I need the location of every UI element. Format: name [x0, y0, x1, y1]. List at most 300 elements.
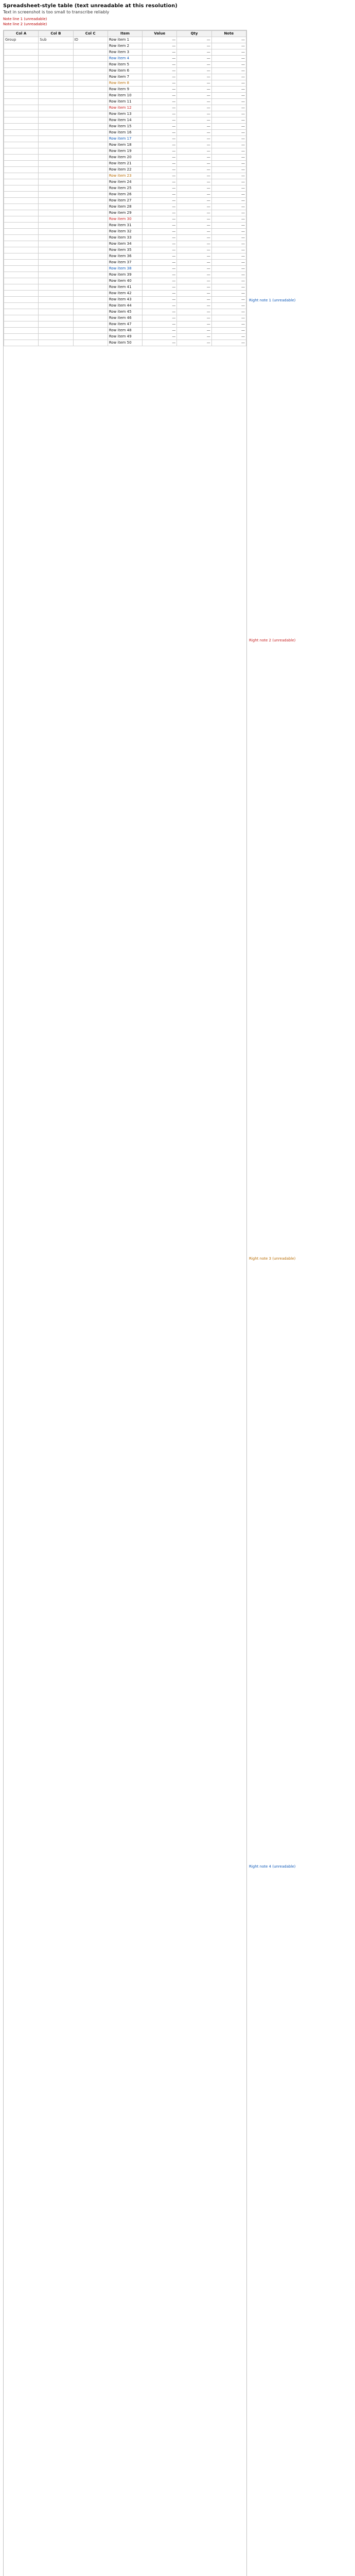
- table-row: [4, 223, 246, 229]
- table-row: [4, 247, 246, 253]
- table-cell: Row item 21: [108, 161, 142, 167]
- table-cell: —: [177, 284, 211, 291]
- table-cell: [39, 235, 73, 241]
- table-cell: Row item 50: [108, 340, 142, 346]
- table-cell: [4, 161, 39, 167]
- table-cell: —: [177, 179, 211, 185]
- table-cell: —: [177, 124, 211, 130]
- table-cell: Row item 42: [108, 291, 142, 297]
- table-cell: [73, 204, 108, 210]
- table-cell: —: [177, 148, 211, 155]
- table-cell: Row item 49: [108, 334, 142, 340]
- table-cell: —: [177, 223, 211, 229]
- table-cell: —: [177, 328, 211, 334]
- table-cell: Row item 36: [108, 253, 142, 260]
- table-cell: —: [143, 253, 177, 260]
- table-cell: —: [211, 173, 246, 179]
- table-cell: [73, 105, 108, 111]
- table-cell: —: [211, 99, 246, 105]
- table-cell: —: [143, 43, 177, 49]
- table-cell: Row item 20: [108, 155, 142, 161]
- table-cell: [73, 130, 108, 136]
- table-cell: Row item 16: [108, 130, 142, 136]
- table-cell: [39, 229, 73, 235]
- table-cell: [73, 235, 108, 241]
- table-cell: —: [211, 130, 246, 136]
- table-cell: —: [211, 192, 246, 198]
- table-cell: —: [143, 297, 177, 303]
- table-row: [4, 297, 246, 303]
- table-cell: [4, 192, 39, 198]
- column-header: Col A: [4, 31, 39, 37]
- table-cell: —: [143, 80, 177, 87]
- table-cell: Row item 24: [108, 179, 142, 185]
- table-cell: —: [143, 340, 177, 346]
- table-cell: Row item 2: [108, 43, 142, 49]
- right-note: Right note 1 (unreadable): [249, 298, 296, 302]
- table-cell: [73, 124, 108, 130]
- table-row: [4, 235, 246, 241]
- table-cell: [39, 111, 73, 117]
- table-cell: [39, 247, 73, 253]
- table-cell: —: [211, 334, 246, 340]
- table-cell: [39, 260, 73, 266]
- table-cell: [73, 99, 108, 105]
- table-row: [4, 49, 246, 56]
- table-cell: [73, 278, 108, 284]
- table-cell: —: [177, 167, 211, 173]
- right-note: Right note 2 (unreadable): [249, 638, 296, 642]
- table-cell: [4, 130, 39, 136]
- table-cell: —: [143, 37, 177, 43]
- table-cell: —: [211, 204, 246, 210]
- table-cell: [73, 340, 108, 346]
- table-cell: —: [211, 117, 246, 124]
- table-cell: —: [177, 315, 211, 321]
- table-cell: Row item 35: [108, 247, 142, 253]
- table-cell: [73, 80, 108, 87]
- table-cell: [73, 291, 108, 297]
- table-cell: [4, 117, 39, 124]
- table-cell: Row item 34: [108, 241, 142, 247]
- table-cell: [4, 278, 39, 284]
- table-cell: —: [177, 247, 211, 253]
- table-cell: —: [143, 229, 177, 235]
- table-cell: —: [143, 247, 177, 253]
- table-cell: —: [143, 260, 177, 266]
- table-cell: [4, 340, 39, 346]
- table-cell: —: [177, 297, 211, 303]
- table-cell: Row item 22: [108, 167, 142, 173]
- table-cell: —: [143, 49, 177, 56]
- table-row: [4, 155, 246, 161]
- table-cell: [39, 266, 73, 272]
- table-cell: [39, 297, 73, 303]
- table-row: [4, 111, 246, 117]
- table-cell: [39, 321, 73, 328]
- table-cell: [39, 278, 73, 284]
- table-cell: [73, 49, 108, 56]
- table-cell: —: [177, 192, 211, 198]
- table-cell: —: [211, 291, 246, 297]
- table-cell: —: [143, 303, 177, 309]
- right-note: Right note 4 (unreadable): [249, 1865, 296, 1869]
- table-row: [4, 117, 246, 124]
- table-cell: Row item 15: [108, 124, 142, 130]
- table-row: [4, 142, 246, 148]
- table-cell: —: [143, 56, 177, 62]
- table-cell: —: [177, 303, 211, 309]
- table-cell: —: [211, 124, 246, 130]
- table-cell: [4, 62, 39, 68]
- table-row: [4, 303, 246, 309]
- table-cell: [4, 284, 39, 291]
- table-cell: Row item 1: [108, 37, 142, 43]
- table-cell: [73, 74, 108, 80]
- table-cell: —: [143, 179, 177, 185]
- table-cell: [4, 253, 39, 260]
- table-cell: —: [177, 117, 211, 124]
- table-cell: [73, 167, 108, 173]
- table-cell: [73, 87, 108, 93]
- table-cell: —: [211, 309, 246, 315]
- table-cell: [4, 241, 39, 247]
- table-cell: [39, 99, 73, 105]
- table-cell: [4, 167, 39, 173]
- table-cell: [73, 179, 108, 185]
- table-cell: —: [177, 321, 211, 328]
- table-cell: —: [143, 105, 177, 111]
- table-cell: [4, 235, 39, 241]
- table-row: [4, 167, 246, 173]
- table-cell: —: [177, 185, 211, 192]
- table-row: [4, 62, 246, 68]
- table-cell: —: [177, 99, 211, 105]
- table-cell: Row item 43: [108, 297, 142, 303]
- table-row: [4, 229, 246, 235]
- table-cell: [39, 68, 73, 74]
- table-cell: —: [143, 124, 177, 130]
- table-cell: —: [177, 80, 211, 87]
- table-cell: —: [177, 87, 211, 93]
- table-cell: [4, 321, 39, 328]
- table-row: [4, 161, 246, 167]
- table-cell: [39, 148, 73, 155]
- table-cell: —: [211, 87, 246, 93]
- table-cell: —: [143, 192, 177, 198]
- table-cell: —: [143, 210, 177, 216]
- table-cell: —: [177, 278, 211, 284]
- table-cell: —: [143, 142, 177, 148]
- table-row: [4, 321, 246, 328]
- table-cell: [39, 315, 73, 321]
- table-cell: [4, 315, 39, 321]
- table-body: [4, 37, 246, 346]
- table-cell: [39, 334, 73, 340]
- table-cell: [4, 210, 39, 216]
- table-cell: [39, 74, 73, 80]
- table-cell: —: [143, 99, 177, 105]
- table-cell: [39, 198, 73, 204]
- table-cell: [4, 247, 39, 253]
- table-cell: [4, 173, 39, 179]
- main-table: [4, 30, 246, 346]
- table-cell: Row item 33: [108, 235, 142, 241]
- table-cell: [73, 117, 108, 124]
- table-cell: —: [211, 229, 246, 235]
- table-cell: [73, 142, 108, 148]
- table-cell: Row item 44: [108, 303, 142, 309]
- table-cell: [4, 223, 39, 229]
- table-cell: —: [177, 235, 211, 241]
- table-cell: —: [177, 142, 211, 148]
- table-cell: Row item 12: [108, 105, 142, 111]
- table-cell: [73, 297, 108, 303]
- table-cell: [4, 99, 39, 105]
- table-row: [4, 56, 246, 62]
- table-cell: [39, 309, 73, 315]
- table-cell: —: [211, 272, 246, 278]
- table-cell: [4, 68, 39, 74]
- table-cell: Row item 18: [108, 142, 142, 148]
- table-cell: Row item 46: [108, 315, 142, 321]
- table-row: [4, 136, 246, 142]
- table-row: [4, 241, 246, 247]
- table-cell: [4, 266, 39, 272]
- table-cell: [73, 321, 108, 328]
- table-cell: —: [211, 266, 246, 272]
- table-cell: [39, 328, 73, 334]
- table-cell: —: [177, 62, 211, 68]
- table-cell: —: [211, 210, 246, 216]
- table-cell: [4, 334, 39, 340]
- table-cell: Row item 30: [108, 216, 142, 223]
- table-header: [4, 31, 246, 37]
- table-row: [4, 204, 246, 210]
- table-cell: —: [211, 80, 246, 87]
- table-row: [4, 210, 246, 216]
- table-cell: [4, 297, 39, 303]
- document-subtitle: Text in screenshot is too small to transcribe reliably: [3, 10, 110, 14]
- table-cell: [73, 192, 108, 198]
- table-cell: —: [143, 223, 177, 229]
- table-row: [4, 315, 246, 321]
- table-cell: [73, 253, 108, 260]
- table-row: [4, 173, 246, 179]
- table-cell: [73, 155, 108, 161]
- table-cell: [4, 303, 39, 309]
- table-cell: [73, 43, 108, 49]
- table-cell: [4, 185, 39, 192]
- table-cell: ID: [73, 37, 108, 43]
- table-cell: —: [143, 161, 177, 167]
- table-cell: [4, 260, 39, 266]
- table-row: [4, 185, 246, 192]
- table-cell: [73, 260, 108, 266]
- table-cell: [73, 93, 108, 99]
- table-cell: —: [211, 223, 246, 229]
- table-cell: —: [143, 93, 177, 99]
- table-cell: [4, 328, 39, 334]
- table-cell: Row item 13: [108, 111, 142, 117]
- table-cell: Group: [4, 37, 39, 43]
- table-row: [4, 105, 246, 111]
- table-cell: —: [177, 93, 211, 99]
- table-cell: Row item 4: [108, 56, 142, 62]
- table-cell: —: [211, 328, 246, 334]
- table-cell: Row item 38: [108, 266, 142, 272]
- table-cell: Row item 28: [108, 204, 142, 210]
- table-cell: [73, 284, 108, 291]
- table-cell: [4, 49, 39, 56]
- table-cell: Row item 10: [108, 93, 142, 99]
- table-cell: [4, 148, 39, 155]
- table-cell: Row item 8: [108, 80, 142, 87]
- table-cell: [4, 179, 39, 185]
- table-cell: [39, 272, 73, 278]
- table-cell: [4, 204, 39, 210]
- table-cell: Row item 32: [108, 229, 142, 235]
- table-cell: —: [211, 216, 246, 223]
- table-row: [4, 266, 246, 272]
- note-line: Note line 2 (unreadable): [3, 22, 47, 26]
- table-cell: [73, 62, 108, 68]
- table-cell: [4, 105, 39, 111]
- table-cell: —: [143, 117, 177, 124]
- table-row: [4, 124, 246, 130]
- table-cell: [39, 130, 73, 136]
- table-cell: [39, 173, 73, 179]
- table-row: [4, 278, 246, 284]
- table-row: [4, 192, 246, 198]
- table-cell: —: [143, 291, 177, 297]
- table-cell: —: [211, 111, 246, 117]
- table-cell: —: [143, 284, 177, 291]
- table-cell: —: [177, 216, 211, 223]
- table-cell: —: [177, 309, 211, 315]
- table-cell: [4, 272, 39, 278]
- table-cell: [73, 334, 108, 340]
- table-cell: Row item 45: [108, 309, 142, 315]
- table-cell: —: [177, 291, 211, 297]
- table-cell: —: [211, 284, 246, 291]
- table-cell: Row item 48: [108, 328, 142, 334]
- table-row: [4, 291, 246, 297]
- table-cell: [4, 142, 39, 148]
- table-cell: [73, 223, 108, 229]
- table-cell: —: [177, 173, 211, 179]
- table-cell: Row item 3: [108, 49, 142, 56]
- table-cell: [73, 328, 108, 334]
- table-cell: —: [177, 155, 211, 161]
- table-cell: —: [211, 56, 246, 62]
- table-cell: —: [143, 235, 177, 241]
- table-cell: —: [211, 297, 246, 303]
- table-cell: [4, 229, 39, 235]
- table-cell: —: [211, 136, 246, 142]
- table-cell: [4, 43, 39, 49]
- table-cell: [39, 49, 73, 56]
- table-row: [4, 198, 246, 204]
- table-row: [4, 99, 246, 105]
- table-cell: Row item 19: [108, 148, 142, 155]
- table-row: [4, 80, 246, 87]
- table-row: [4, 328, 246, 334]
- table-cell: —: [177, 74, 211, 80]
- table-cell: —: [143, 241, 177, 247]
- table-cell: —: [143, 87, 177, 93]
- table-cell: [4, 216, 39, 223]
- table-cell: [73, 309, 108, 315]
- table-cell: [73, 111, 108, 117]
- table-cell: [39, 192, 73, 198]
- table-cell: [4, 93, 39, 99]
- table-cell: —: [143, 315, 177, 321]
- table-cell: —: [177, 105, 211, 111]
- table-cell: [39, 167, 73, 173]
- table-cell: [73, 247, 108, 253]
- table-row: [4, 179, 246, 185]
- table-cell: [73, 315, 108, 321]
- table-cell: [39, 142, 73, 148]
- table-row: [4, 334, 246, 340]
- table-cell: [39, 291, 73, 297]
- table-cell: —: [211, 62, 246, 68]
- table-cell: [73, 210, 108, 216]
- table-cell: [39, 56, 73, 62]
- table-cell: —: [211, 93, 246, 99]
- column-header: Col B: [39, 31, 73, 37]
- table-row: [4, 37, 246, 43]
- table-cell: —: [211, 148, 246, 155]
- column-header: Qty: [177, 31, 211, 37]
- table-cell: [73, 303, 108, 309]
- column-header: Col C: [73, 31, 108, 37]
- table-cell: [39, 340, 73, 346]
- table-cell: Row item 11: [108, 99, 142, 105]
- table-cell: —: [211, 315, 246, 321]
- table-cell: [39, 241, 73, 247]
- table-cell: [73, 68, 108, 74]
- table-row: [4, 284, 246, 291]
- table-cell: —: [177, 229, 211, 235]
- table-row: [4, 260, 246, 266]
- table-cell: Row item 26: [108, 192, 142, 198]
- table-row: [4, 43, 246, 49]
- table-cell: [4, 87, 39, 93]
- table-cell: —: [143, 334, 177, 340]
- table-cell: [73, 148, 108, 155]
- table-cell: [73, 272, 108, 278]
- table-row: [4, 74, 246, 80]
- table-row: [4, 68, 246, 74]
- table-row: [4, 148, 246, 155]
- table-cell: —: [177, 210, 211, 216]
- table-cell: —: [177, 111, 211, 117]
- header: [3, 3, 245, 27]
- table-cell: Row item 41: [108, 284, 142, 291]
- table-cell: —: [177, 340, 211, 346]
- table-cell: Row item 7: [108, 74, 142, 80]
- table-cell: —: [177, 253, 211, 260]
- table-cell: —: [143, 328, 177, 334]
- table-cell: [4, 291, 39, 297]
- table-cell: —: [177, 37, 211, 43]
- table-cell: [73, 198, 108, 204]
- table-cell: —: [143, 167, 177, 173]
- table-cell: —: [177, 130, 211, 136]
- main-table-container: [3, 30, 247, 2576]
